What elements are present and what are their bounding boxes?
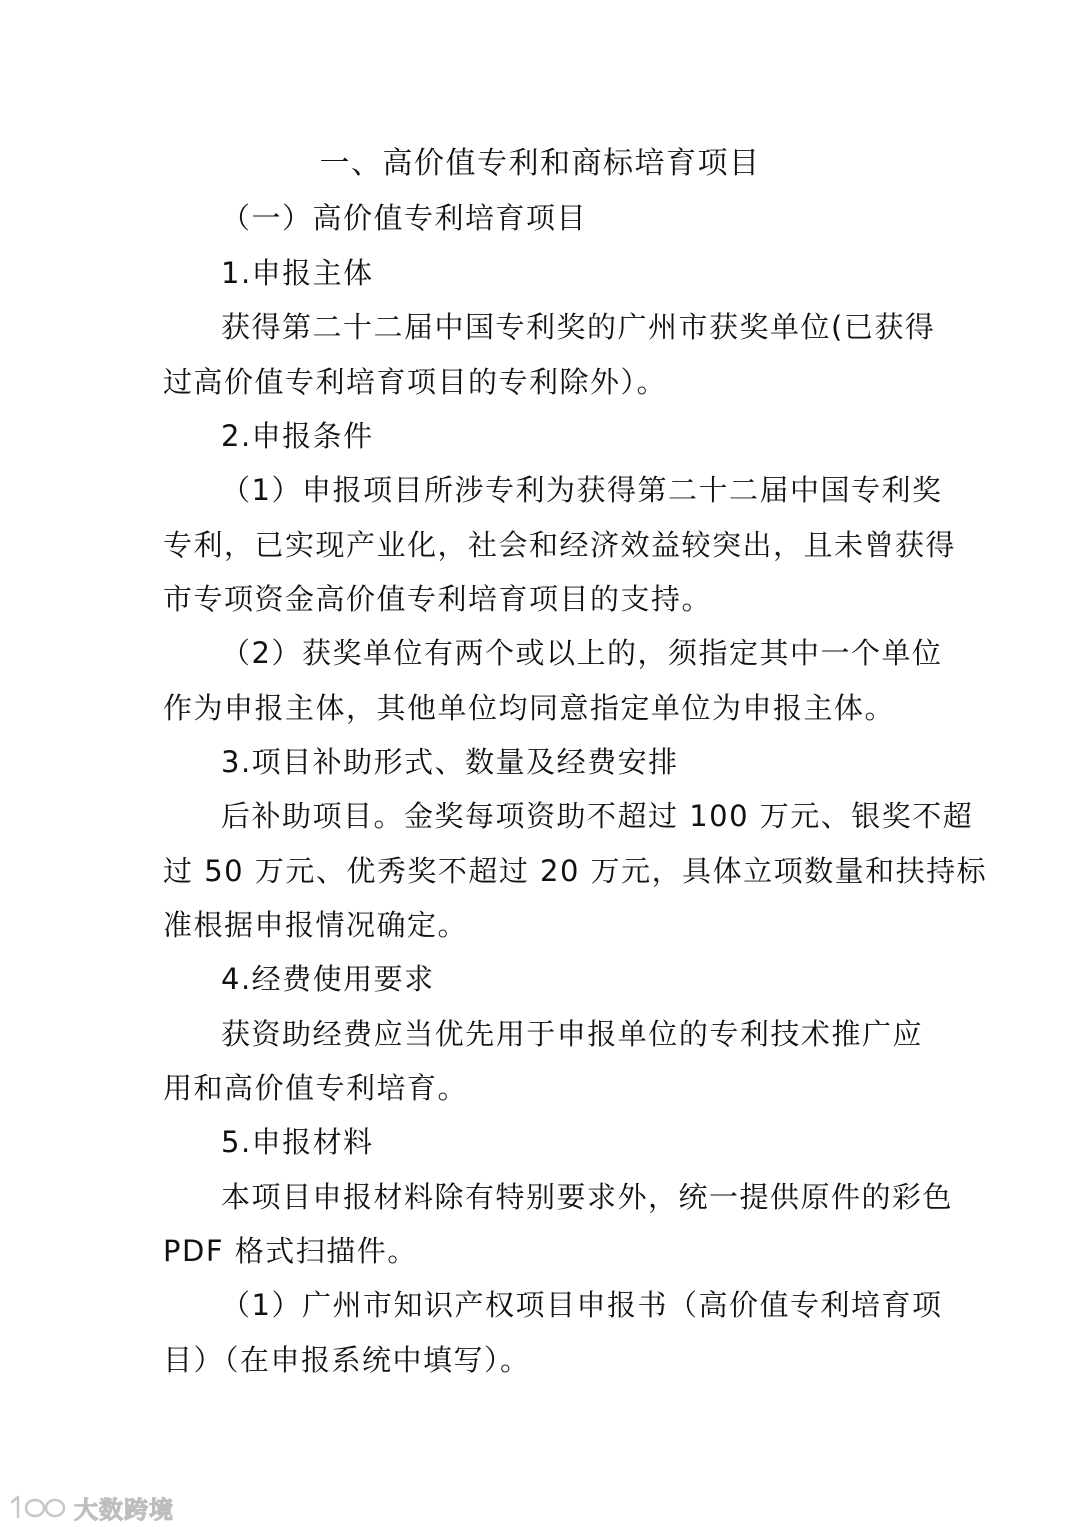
- item-heading-usage: 4.经费使用要求: [221, 962, 435, 996]
- subsection-heading: （一）高价值专利培育项目: [221, 201, 588, 235]
- paragraph-line: 市专项资金高价值专利培育项目的支持。: [163, 582, 713, 616]
- paragraph-line: PDF 格式扫描件。: [163, 1234, 418, 1268]
- section-heading: 一、高价值专利和商标培育项目: [319, 146, 761, 181]
- logo-icon: [8, 1494, 70, 1520]
- paragraph-line: 用和高价值专利培育。: [163, 1071, 469, 1105]
- paragraph-line: 本项目申报材料除有特别要求外，统一提供原件的彩色: [221, 1180, 954, 1214]
- paragraph-line: 过高价值专利培育项目的专利除外）。: [163, 365, 668, 399]
- paragraph-line: 作为申报主体，其他单位均同意指定单位为申报主体。: [163, 691, 896, 725]
- paragraph-line: 获资助经费应当优先用于申报单位的专利技术推广应: [221, 1017, 923, 1051]
- item-heading-conditions: 2.申报条件: [221, 419, 374, 453]
- item-heading-subsidy: 3.项目补助形式、数量及经费安排: [221, 745, 679, 779]
- paragraph-line: （1）广州市知识产权项目申报书（高价值专利培育项: [221, 1288, 943, 1322]
- watermark: [8, 1490, 174, 1524]
- paragraph-line: 专利，已实现产业化，社会和经济效益较突出，且未曾获得: [163, 528, 957, 562]
- paragraph-line: 后补助项目。金奖每项资助不超过 100 万元、银奖不超: [221, 799, 974, 833]
- paragraph-line: 准根据申报情况确定。: [163, 908, 469, 942]
- item-heading-materials: 5.申报材料: [221, 1125, 374, 1159]
- item-heading-applicant: 1.申报主体: [221, 256, 374, 290]
- paragraph-line: 目）（在申报系统中填写）。: [163, 1343, 531, 1377]
- paragraph-line: （1）申报项目所涉专利为获得第二十二届中国专利奖: [221, 473, 943, 507]
- watermark-text: 大数跨境: [74, 1495, 174, 1524]
- paragraph-line: 获得第二十二届中国专利奖的广州市获奖单位(已获得: [221, 310, 936, 344]
- paragraph-line: （2）获奖单位有两个或以上的，须指定其中一个单位: [221, 636, 943, 670]
- paragraph-line: 过 50 万元、优秀奖不超过 20 万元，具体立项数量和扶持标: [163, 854, 988, 888]
